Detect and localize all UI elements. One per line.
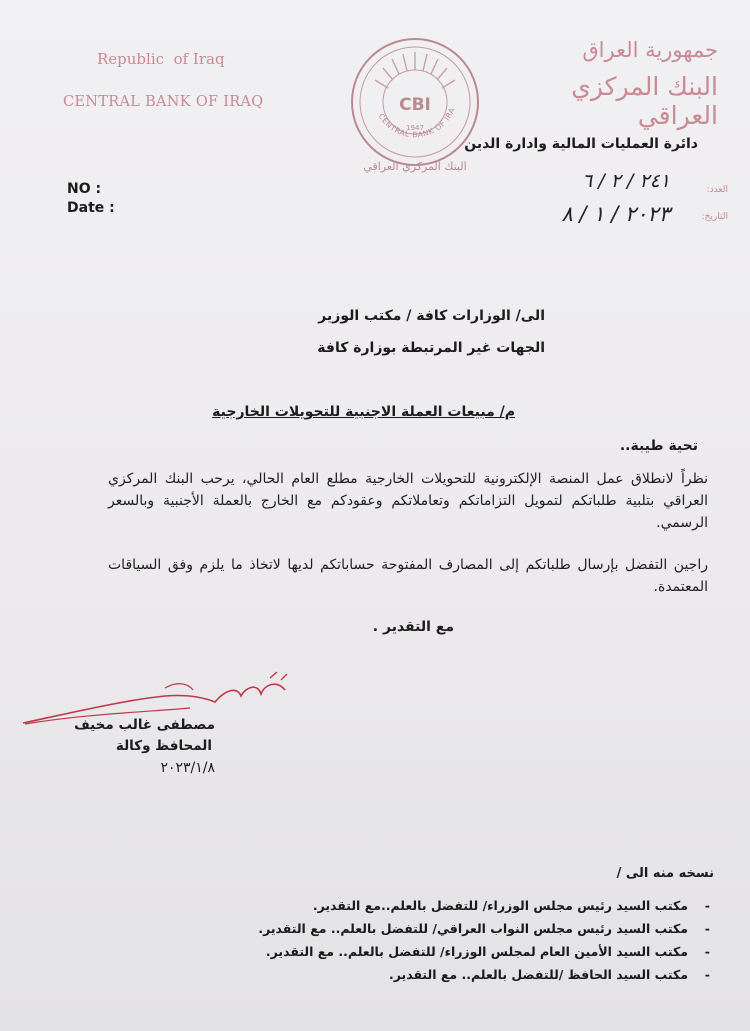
seal-center-text: CBI (399, 95, 431, 115)
reference-number: ٢٤١ / ٢ / ٦ (581, 170, 670, 192)
copy-bullet: - (704, 898, 710, 913)
cbi-seal (345, 30, 485, 176)
copy-bullet: - (704, 944, 710, 959)
signatory-title: المحافظ وكالة (115, 738, 212, 754)
copy-bullet: - (704, 921, 710, 936)
subject-line: م/ مبيعات العملة الاجنبية للتحويلات الخارجية (212, 404, 515, 420)
bank-ar: البنك المركزي العراقي (571, 72, 718, 130)
department-name: دائرة العمليات المالية وادارة الدين (464, 136, 698, 152)
copies-heading: نسخه منه الى / (616, 866, 714, 881)
copy-bullet: - (704, 967, 710, 982)
copies-list (240, 898, 710, 990)
seal-year: 1947 (406, 124, 424, 132)
copy-item: - مكتب السيد رئيس مجلس الوزراء/ للتفضل بالعلم..مع التقدير. (312, 898, 710, 913)
no-label-ar: العدد: (706, 185, 728, 195)
no-label: NO : (67, 181, 102, 197)
body-paragraph-2: راجين التفضل بإرسال طلباتكم إلى المصارف المفتوحة حساباتكم لديها لاتخاذ ما يلزم وفق السياقات المعتمدة. (108, 557, 708, 595)
republic-ar: جمهورية العراق (582, 38, 718, 62)
recipients-line-2: الجهات غير المرتبطة بوزارة كافة (317, 340, 545, 356)
seal-arabic-text: البنك المركزي العراقي (363, 160, 467, 173)
seal-ring-text: CENTRAL BANK OF IRA (376, 106, 457, 140)
body-paragraph-1: نظراً لانطلاق عمل المنصة الإلكترونية للتحويلات الخارجية مطلع العام الحالي، يرحب البنك المركزي العراقي بتلبية طلباتكم لتمويل التزاماتكم وتعاملاتكم وعقودكم مع الخارج بالعملة الأجنبية وبالسعر الرسمي. (108, 471, 708, 531)
reference-date: ٢٠٢٣ / ١ / ٨ (561, 202, 670, 226)
regards-line: مع التقدير . (372, 619, 454, 635)
greeting: تحية طيبة.. (619, 438, 698, 454)
date-label: Date : (67, 200, 115, 216)
svg-text:CENTRAL BANK OF IRAQ (345, 30, 457, 139)
copy-item: - مكتب السيد رئيس مجلس النواب العراقي/ للتفضل بالعلم.. مع التقدير. (258, 921, 710, 936)
copy-item: - مكتب السيد الأمين العام لمجلس الوزراء/ للتفضل بالعلم.. مع التقدير. (265, 944, 710, 959)
copy-item: - مكتب السيد الحافظ /للتفضل بالعلم.. مع التقدير. (389, 967, 710, 982)
signatory-name: مصطفى غالب مخيف (74, 717, 215, 733)
recipients-line-1: الى/ الوزارات كافة / مكتب الوزير (318, 308, 545, 324)
bank-en: CENTRAL BANK OF IRAQ (63, 94, 264, 110)
date-label-ar: التاريخ: (701, 212, 728, 222)
republic-en: Republic of Iraq (97, 50, 225, 68)
signature-date: ٢٠٢٣/١/٨ (160, 760, 215, 776)
